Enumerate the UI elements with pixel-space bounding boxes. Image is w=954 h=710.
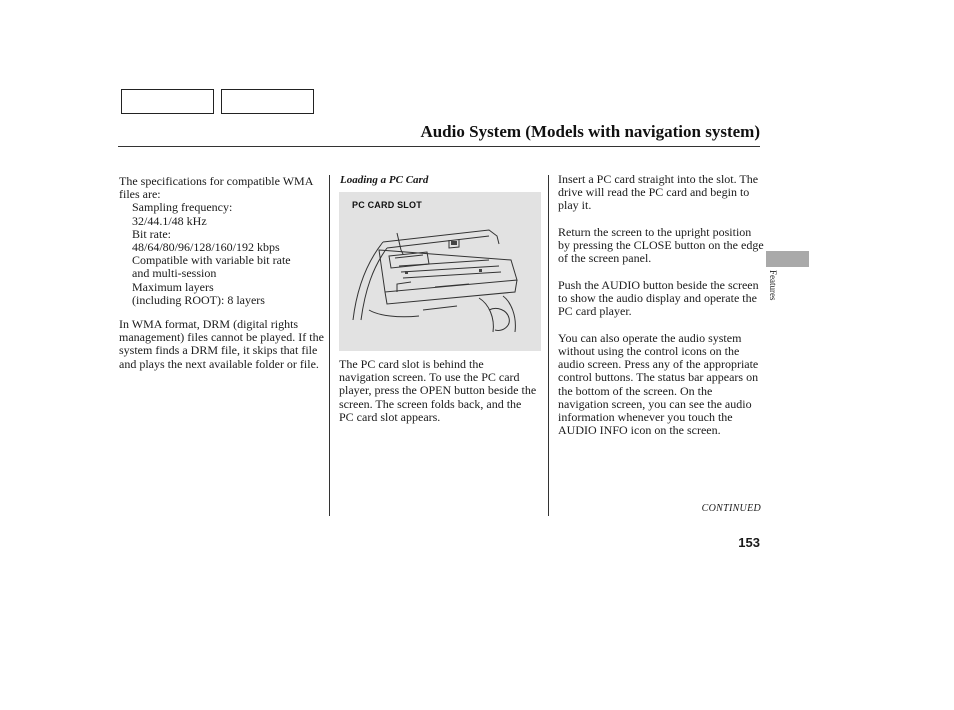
pc-card-intro-paragraph bbox=[339, 358, 537, 424]
section-tab[interactable] bbox=[766, 251, 809, 267]
instruction-paragraph: Push the AUDIO button beside the screen to show the audio display and operate the PC card player. bbox=[558, 277, 759, 319]
instruction-paragraph: You can also operate the audio system without using the control icons on the audio screen. Press any of the appropriate control buttons. The status bar appears on the bottom of the screen. On the navigation screen, you can see the audio information whenever you touch the AUDIO INFO icon on the screen. bbox=[558, 330, 759, 438]
drm-paragraph bbox=[119, 318, 325, 371]
page-number: 153 bbox=[738, 535, 760, 550]
title-divider bbox=[118, 146, 760, 147]
nav-button-main-menu[interactable] bbox=[121, 89, 214, 114]
figure-callout-label: PC CARD SLOT bbox=[352, 200, 422, 210]
spec-line: 32/44.1/48 kHz bbox=[132, 213, 207, 228]
spec-line: Maximum layers bbox=[132, 279, 214, 294]
spec-line: Compatible with variable bit rate bbox=[132, 253, 291, 268]
spec-line: (including ROOT): 8 layers bbox=[132, 292, 265, 307]
section-subheading: Loading a PC Card bbox=[340, 174, 429, 186]
wma-specs-list bbox=[119, 201, 324, 307]
spec-line: 48/64/80/96/128/160/192 kbps bbox=[132, 240, 280, 255]
spec-line: and multi-session bbox=[132, 266, 217, 281]
instruction-paragraph: Return the screen to the upright position by pressing the CLOSE button on the edge of the screen panel. bbox=[558, 224, 764, 266]
nav-button-index[interactable] bbox=[221, 89, 314, 114]
drm-text: In WMA format, DRM (digital rights management) files cannot be played. If the system finds a DRM file, it skips that file and plays the next available folder or file. bbox=[119, 317, 324, 371]
pc-card-intro-text: The PC card slot is behind the navigation screen. To use the PC card player, press the OPEN button beside the screen. The screen folds back, and the PC card slot appears. bbox=[339, 357, 537, 424]
column-divider-2 bbox=[548, 175, 549, 516]
instruction-paragraph: Insert a PC card straight into the slot. The drive will read the PC card and begin to play it. bbox=[558, 172, 759, 213]
column-divider-1 bbox=[329, 175, 330, 516]
instructions-block bbox=[558, 173, 764, 451]
wma-specs-intro: The specifications for compatible WMA files are: bbox=[119, 174, 313, 202]
pc-card-slot-figure bbox=[339, 192, 541, 351]
pc-card-slot-illustration-icon bbox=[339, 192, 541, 351]
spec-line: Bit rate: bbox=[132, 226, 171, 241]
spec-line: Sampling frequency: bbox=[132, 200, 233, 215]
wma-specs-block bbox=[119, 175, 324, 307]
continued-marker: CONTINUED bbox=[701, 503, 761, 514]
section-tab-label: Features bbox=[768, 270, 778, 301]
page-title: Audio System (Models with navigation system) bbox=[420, 122, 760, 141]
